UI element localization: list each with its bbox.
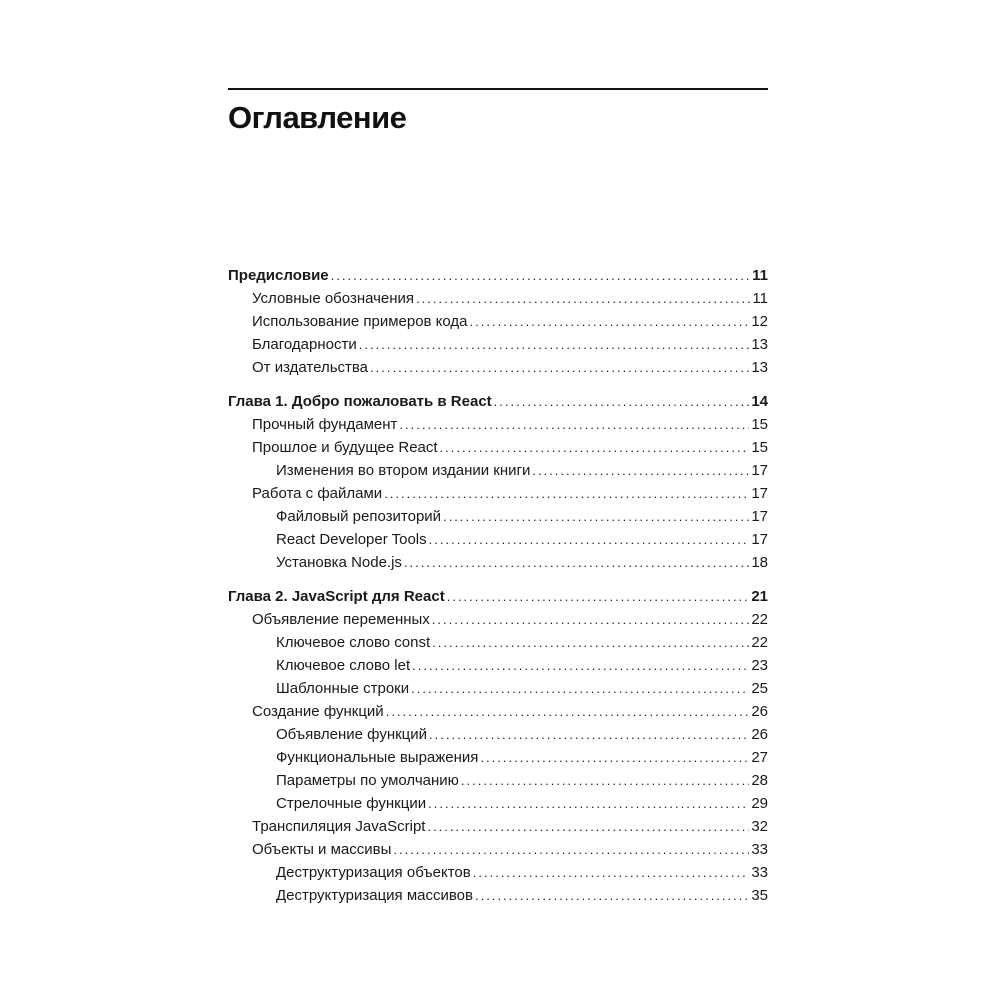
toc-entry bbox=[228, 792, 768, 815]
toc-entry bbox=[228, 838, 768, 861]
toc-entry-page: 29 bbox=[751, 795, 768, 812]
toc-entry-page: 13 bbox=[751, 336, 768, 353]
toc-entry bbox=[228, 333, 768, 356]
dot-leader bbox=[412, 654, 749, 677]
dot-leader bbox=[399, 413, 749, 436]
toc-entry bbox=[228, 815, 768, 838]
toc-entry-page: 15 bbox=[751, 439, 768, 456]
dot-leader bbox=[494, 390, 750, 413]
toc-entry-page: 11 bbox=[752, 267, 768, 284]
toc-entry-page: 35 bbox=[751, 887, 768, 904]
dot-leader bbox=[331, 264, 750, 287]
toc-entry-page: 15 bbox=[751, 416, 768, 433]
toc-entry-label: Файловый репозиторий bbox=[276, 508, 442, 525]
toc-entry-label: Прошлое и будущее React bbox=[252, 439, 438, 456]
toc-entry-page: 13 bbox=[751, 359, 768, 376]
dot-leader bbox=[429, 528, 750, 551]
toc-entry bbox=[228, 746, 768, 769]
toc-entry-page: 33 bbox=[751, 864, 768, 881]
toc-entry bbox=[228, 884, 768, 907]
dot-leader bbox=[480, 746, 749, 769]
toc-entry-label: Объекты и массивы bbox=[252, 841, 392, 858]
dot-leader bbox=[429, 723, 749, 746]
toc-entry bbox=[228, 861, 768, 884]
toc-entry bbox=[228, 505, 768, 528]
dot-leader bbox=[427, 815, 749, 838]
toc-entry-label: Изменения во втором издании книги bbox=[276, 462, 531, 479]
toc-entry bbox=[228, 608, 768, 631]
toc-entry-label: Деструктуризация массивов bbox=[276, 887, 473, 904]
toc-entry-label: Создание функций bbox=[252, 703, 384, 720]
toc-entry-page: 27 bbox=[751, 749, 768, 766]
page-title: Оглавление bbox=[228, 100, 407, 135]
toc-entry bbox=[228, 654, 768, 677]
toc-entry-label: Использование примеров кода bbox=[252, 313, 468, 330]
toc-entry bbox=[228, 264, 768, 287]
toc-entry-label: Глава 2. JavaScript для React bbox=[228, 588, 445, 605]
top-rule bbox=[228, 88, 768, 90]
toc-entry-label: Установка Node.js bbox=[276, 554, 402, 571]
toc-entry-page: 26 bbox=[751, 726, 768, 743]
toc-entry-label: Ключевое слово let bbox=[276, 657, 411, 674]
toc-entry-page: 23 bbox=[751, 657, 768, 674]
toc-entry-label: Работа с файлами bbox=[252, 485, 383, 502]
toc-entry bbox=[228, 528, 768, 551]
dot-leader bbox=[532, 459, 749, 482]
dot-leader bbox=[432, 631, 749, 654]
table-of-contents bbox=[228, 264, 768, 907]
toc-entry bbox=[228, 459, 768, 482]
toc-entry-page: 12 bbox=[751, 313, 768, 330]
toc-entry bbox=[228, 436, 768, 459]
toc-entry-page: 25 bbox=[751, 680, 768, 697]
toc-entry-label: Стрелочные функции bbox=[276, 795, 427, 812]
toc-entry-label: Прочный фундамент bbox=[252, 416, 398, 433]
toc-entry bbox=[228, 677, 768, 700]
page-content bbox=[228, 0, 768, 907]
toc-entry bbox=[228, 356, 768, 379]
toc-entry-page: 17 bbox=[751, 485, 768, 502]
toc-entry-page: 26 bbox=[751, 703, 768, 720]
toc-entry-label: Условные обозначения bbox=[252, 290, 415, 307]
toc-entry-page: 18 bbox=[751, 554, 768, 571]
toc-entry-page: 11 bbox=[752, 290, 768, 307]
toc-entry-label: Объявление переменных bbox=[252, 611, 430, 628]
toc-entry bbox=[228, 700, 768, 723]
dot-leader bbox=[359, 333, 750, 356]
dot-leader bbox=[370, 356, 749, 379]
toc-entry-label: Объявление функций bbox=[276, 726, 428, 743]
dot-leader bbox=[461, 769, 749, 792]
toc-entry-label: React Developer Tools bbox=[276, 531, 427, 548]
toc-entry-label: Предисловие bbox=[228, 267, 329, 284]
toc-entry bbox=[228, 482, 768, 505]
dot-leader bbox=[443, 505, 749, 528]
toc-entry bbox=[228, 413, 768, 436]
toc-entry-label: От издательства bbox=[252, 359, 369, 376]
toc-entry bbox=[228, 769, 768, 792]
toc-entry-page: 21 bbox=[751, 588, 768, 605]
toc-entry-label: Шаблонные строки bbox=[276, 680, 410, 697]
toc-entry bbox=[228, 287, 768, 310]
toc-entry-label: Благодарности bbox=[252, 336, 357, 353]
toc-entry-label: Глава 1. Добро пожаловать в React bbox=[228, 393, 492, 410]
toc-entry-page: 33 bbox=[751, 841, 768, 858]
toc-entry bbox=[228, 585, 768, 608]
dot-leader bbox=[384, 482, 749, 505]
dot-leader bbox=[411, 677, 749, 700]
toc-entry bbox=[228, 310, 768, 333]
toc-entry-page: 17 bbox=[751, 462, 768, 479]
dot-leader bbox=[470, 310, 750, 333]
dot-leader bbox=[386, 700, 750, 723]
toc-entry-label: Ключевое слово const bbox=[276, 634, 431, 651]
toc-entry-page: 22 bbox=[751, 611, 768, 628]
dot-leader bbox=[440, 436, 750, 459]
toc-entry bbox=[228, 551, 768, 574]
toc-entry-label: Функциональные выражения bbox=[276, 749, 479, 766]
toc-entry-page: 32 bbox=[751, 818, 768, 835]
dot-leader bbox=[404, 551, 749, 574]
dot-leader bbox=[447, 585, 750, 608]
toc-entry bbox=[228, 390, 768, 413]
toc-entry-page: 17 bbox=[751, 508, 768, 525]
toc-entry-page: 14 bbox=[751, 393, 768, 410]
toc-entry-page: 17 bbox=[751, 531, 768, 548]
toc-entry-page: 22 bbox=[751, 634, 768, 651]
toc-entry bbox=[228, 723, 768, 746]
dot-leader bbox=[475, 884, 749, 907]
dot-leader bbox=[432, 608, 750, 631]
toc-entry-page: 28 bbox=[751, 772, 768, 789]
toc-entry-label: Транспиляция JavaScript bbox=[252, 818, 426, 835]
toc-entry bbox=[228, 631, 768, 654]
dot-leader bbox=[473, 861, 750, 884]
dot-leader bbox=[428, 792, 749, 815]
dot-leader bbox=[416, 287, 750, 310]
toc-entry-label: Параметры по умолчанию bbox=[276, 772, 459, 789]
toc-entry-label: Деструктуризация объектов bbox=[276, 864, 471, 881]
dot-leader bbox=[393, 838, 749, 861]
